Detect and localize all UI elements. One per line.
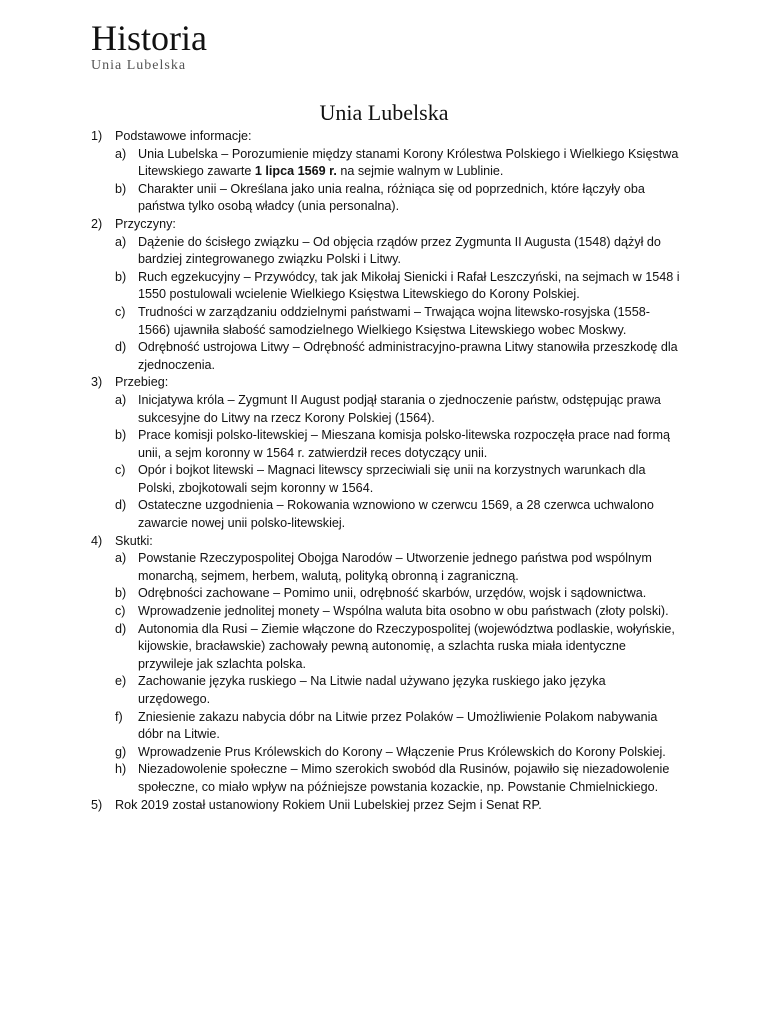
list-item: [115, 744, 681, 762]
item-letter: d): [115, 498, 127, 513]
list-item: [115, 269, 681, 304]
item-text-main: Unia Lubelska – Porozumienie między stanami Korony Królestwa Polskiego i Wielkiego Księstwa Litewskiego zawarte: [138, 146, 679, 179]
outline-list: [91, 128, 681, 814]
item-text: [138, 146, 681, 181]
item-text-main: Opór i bojkot litewski – Magnaci litewscy sprzeciwiali się unii na korzystnych warunkach dla Polski, zbojkotowali sejm koronny w 1564.: [138, 463, 646, 495]
sub-list: [115, 392, 681, 533]
item-text-main: Powstanie Rzeczypospolitej Obojga Narodów – Utworzenie jednego państwa pod wspólnym monarchą, sejmem, herbem, walutą, polityką obronną i zagraniczną.: [138, 551, 652, 583]
outline-section: [91, 797, 681, 815]
item-text: [138, 462, 681, 497]
section-label: Przebieg:: [115, 375, 169, 390]
list-item: [115, 673, 681, 708]
item-text-main: Ostateczne uzgodnienia – Rokowania wznowiono w czerwcu 1569, a 28 czerwca uchwalono zawarcie nowej unii polsko-litewskiej.: [138, 498, 654, 531]
section-number: 3): [91, 375, 103, 390]
section-heading: [91, 216, 681, 234]
content-title: Unia Lubelska: [319, 100, 449, 125]
list-item: [115, 585, 681, 603]
item-letter: d): [115, 621, 127, 636]
item-text-main: Zachowanie języka ruskiego – Na Litwie nadal używano języka ruskiego jako języka urzędowego.: [138, 674, 606, 706]
item-text: [138, 497, 681, 532]
list-item: [115, 761, 681, 796]
item-text-after: na sejmie walnym w Lublinie.: [336, 164, 504, 179]
item-letter: c): [115, 463, 126, 478]
section-number: 5): [91, 797, 103, 812]
item-text: [138, 761, 681, 796]
item-text-main: Prace komisji polsko-litewskiej – Mieszana komisja polsko-litewska rozpoczęła prace nad formą unii, a sejm koronny w 1564 r. zatwierdził reces dotyczący unii.: [138, 428, 670, 460]
item-letter: a): [115, 392, 127, 407]
item-text: [138, 339, 681, 374]
section-number: 2): [91, 216, 103, 231]
item-text-main: Zniesienie zakazu nabycia dóbr na Litwie przez Polaków – Umożliwienie Polakom nabywania dóbr na Litwie.: [138, 709, 658, 742]
item-text-main: Autonomia dla Rusi – Ziemie włączone do Rzeczypospolitej (województwa podlaskie, wołyńskie, kijowskie, bracławskie) zachowały pewną autonomię, a szlachta ruska miała identyczne przywileje jak szlachta polska.: [138, 621, 675, 671]
item-text-main: Niezadowolenie społeczne – Mimo szerokich swobód dla Rusinów, pojawiło się niezadowolenie społeczne, co miało wpływ na późniejsze powstania kozackie, np. Powstanie Chmielnickiego.: [138, 762, 670, 794]
document-subtitle: Unia Lubelska: [91, 58, 187, 73]
section-heading: [91, 374, 681, 392]
list-item: [115, 497, 681, 532]
item-letter: b): [115, 428, 127, 443]
item-letter: a): [115, 551, 127, 566]
item-text-main: Odrębności zachowane – Pomimo unii, odrębność skarbów, urzędów, wojsk i sądownictwa.: [138, 586, 647, 601]
list-item: [115, 427, 681, 462]
section-heading: [91, 128, 681, 146]
item-letter: b): [115, 586, 127, 601]
list-item: [115, 146, 681, 181]
sub-list: [115, 146, 681, 216]
section-label: Przyczyny:: [115, 216, 176, 231]
item-text-main: Wprowadzenie Prus Królewskich do Korony – Włączenie Prus Królewskich do Korony Polskiej.: [138, 744, 666, 759]
item-letter: f): [115, 709, 123, 724]
item-letter: d): [115, 340, 127, 355]
outline-section: [91, 374, 681, 532]
section-label: Podstawowe informacje:: [115, 129, 252, 143]
item-text: [138, 269, 681, 304]
item-text: [138, 603, 681, 621]
item-text-main: Trudności w zarządzaniu oddzielnymi państwami – Trwająca wojna litewsko-rosyjska (1558-1566) ujawniła słabość samodzielnego Wielkiego Księstwa Litewskiego wobec Moskwy.: [138, 304, 650, 337]
item-text: [138, 673, 681, 708]
item-letter: b): [115, 269, 127, 284]
section-heading: [91, 533, 681, 551]
outline-section: [91, 216, 681, 374]
list-item: [115, 304, 681, 339]
item-letter: c): [115, 604, 126, 619]
item-text-main: Wprowadzenie jednolitej monety – Wspólna waluta bita osobno w obu państwach (złoty polski).: [138, 604, 669, 619]
item-text-main: Odrębność ustrojowa Litwy – Odrębność administracyjno-prawna Litwy stanowiła przeszkodę dla zjednoczenia.: [138, 340, 678, 372]
list-item: [115, 621, 681, 674]
outline-section: [91, 533, 681, 797]
item-text-bold: 1 lipca 1569 r.: [254, 164, 337, 179]
item-letter: h): [115, 762, 127, 777]
item-text: [138, 585, 681, 603]
item-letter: c): [115, 304, 126, 319]
document-header: [91, 18, 207, 74]
item-text: [138, 234, 681, 269]
item-text-main: Charakter unii – Określana jako unia realna, różniąca się od poprzednich, które łączyły oba państwa tylko osobą władcy (unia personalna).: [138, 181, 645, 214]
list-item: [115, 234, 681, 269]
outline-section: [91, 128, 681, 216]
item-letter: a): [115, 234, 127, 249]
list-item: [115, 709, 681, 744]
item-text-main: Inicjatywa króla – Zygmunt II August podjął starania o zjednoczenie państw, odstępując prawa sukcesyjne do Litwy na rzecz Korony Polskiej (1564).: [138, 392, 661, 425]
list-item: [115, 550, 681, 585]
section-number: 1): [91, 129, 103, 143]
item-letter: a): [115, 146, 127, 161]
section-label: Rok 2019 został ustanowiony Rokiem Unii Lubelskiej przez Sejm i Senat RP.: [115, 797, 542, 812]
sub-list: [115, 550, 681, 796]
section-heading: [91, 797, 681, 815]
section-number: 4): [91, 533, 103, 548]
item-letter: e): [115, 674, 127, 689]
document-title: Historia: [91, 18, 207, 58]
item-text: [138, 744, 681, 762]
item-letter: g): [115, 744, 127, 759]
item-text: [138, 550, 681, 585]
list-item: [115, 392, 681, 427]
section-label: Skutki:: [115, 533, 153, 548]
item-text: [138, 621, 681, 674]
item-text-main: Dążenie do ścisłego związku – Od objęcia rządów przez Zygmunta II Augusta (1548) dążył do bardziej zintegrowanego związku Polski i Litwy.: [138, 234, 661, 267]
item-text: [138, 709, 681, 744]
sub-list: [115, 234, 681, 375]
list-item: [115, 462, 681, 497]
list-item: [115, 603, 681, 621]
item-text: [138, 392, 681, 427]
item-text-main: Ruch egzekucyjny – Przywódcy, tak jak Mikołaj Sienicki i Rafał Leszczyński, na sejmach w 1548 i 1550 postulowali wcielenie Wielkiego Księstwa Litewskiego do Korony Polskiej.: [138, 269, 680, 302]
item-letter: b): [115, 181, 127, 196]
item-text: [138, 304, 681, 339]
list-item: [115, 181, 681, 216]
item-text: [138, 181, 681, 216]
item-text: [138, 427, 681, 462]
list-item: [115, 339, 681, 374]
